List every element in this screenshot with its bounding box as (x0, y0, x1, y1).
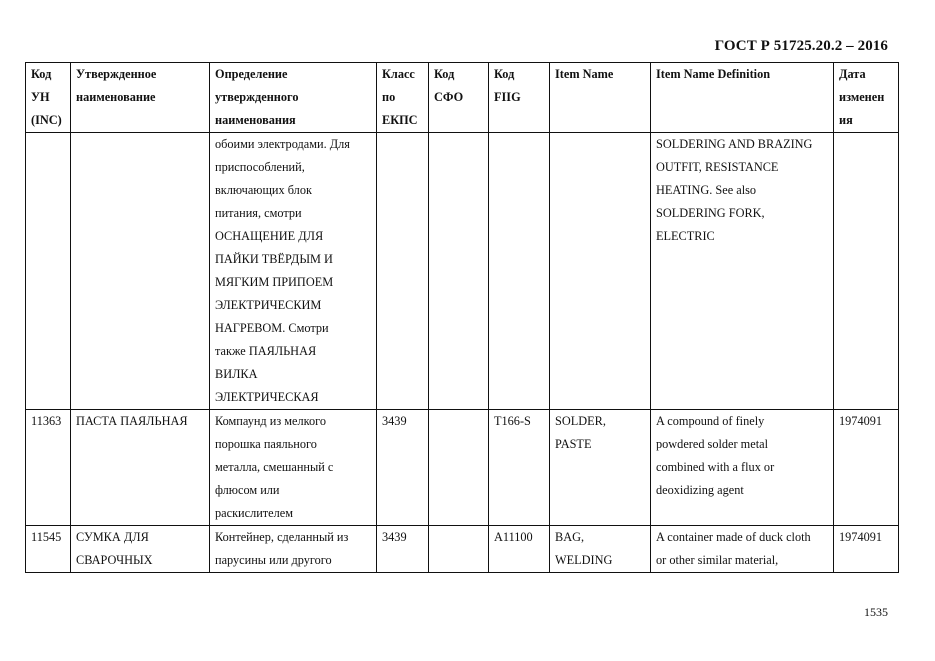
cell-line: также ПАЯЛЬНАЯ (215, 344, 317, 358)
col-header-item-name (550, 63, 651, 133)
cell-line: наименования (215, 113, 296, 127)
cell-line: по (382, 90, 396, 104)
cell-line: deoxidizing agent (656, 483, 744, 497)
cell-line: BAG, (555, 530, 585, 544)
cell-class (377, 410, 429, 526)
cell-line: флюсом или (215, 483, 280, 497)
cell-line: НАГРЕВОМ. Смотри (215, 321, 329, 335)
cell-line: приспособлений, (215, 160, 305, 174)
col-header-inc (26, 63, 71, 133)
cell-line: утвержденного (215, 90, 299, 104)
cell-item-name-definition (651, 526, 834, 573)
cell-inc (26, 133, 71, 410)
cell-line: СУМКА ДЛЯ (76, 530, 149, 544)
cell-change-date (834, 526, 899, 573)
cell-line: FIIG (494, 90, 521, 104)
cell-sfo (429, 526, 489, 573)
catalog-table (25, 62, 899, 573)
cell-change-date (834, 410, 899, 526)
table-header-row (26, 63, 899, 133)
cell-line: or other similar material, (656, 553, 779, 567)
cell-inc (26, 526, 71, 573)
cell-line: ия (839, 113, 853, 127)
cell-line: ЭЛЕКТРИЧЕСКАЯ (215, 390, 319, 404)
cell-line: включающих блок (215, 183, 312, 197)
cell-line: обоими электродами. Для (215, 137, 350, 151)
cell-fiig (489, 410, 550, 526)
cell-line: ОСНАЩЕНИЕ ДЛЯ (215, 229, 324, 243)
cell-line: металла, смешанный с (215, 460, 334, 474)
standard-designation: ГОСТ Р 51725.20.2 – 2016 (714, 38, 888, 54)
cell-line: Код (434, 67, 455, 81)
cell-item-name (550, 133, 651, 410)
cell-line: Класс (382, 67, 415, 81)
col-header-fiig (489, 63, 550, 133)
cell-line: 3439 (382, 530, 407, 544)
col-header-class (377, 63, 429, 133)
cell-line: ПАСТА ПАЯЛЬНАЯ (76, 414, 188, 428)
cell-item-name (550, 410, 651, 526)
cell-line: SOLDERING AND BRAZING (656, 137, 813, 151)
cell-line: A11100 (494, 530, 533, 544)
cell-line: Дата (839, 67, 866, 81)
cell-line: WELDING (555, 553, 613, 567)
col-header-item-name-definition (651, 63, 834, 133)
cell-line: 1974091 (839, 530, 883, 544)
cell-line: PASTE (555, 437, 592, 451)
col-header-change-date (834, 63, 899, 133)
cell-inc (26, 410, 71, 526)
cell-fiig (489, 133, 550, 410)
cell-line: OUTFIT, RESISTANCE (656, 160, 779, 174)
cell-line: ЭЛЕКТРИЧЕСКИМ (215, 298, 322, 312)
cell-item-name-definition (651, 133, 834, 410)
cell-line: HEATING. See also (656, 183, 757, 197)
cell-line: A container made of duck cloth (656, 530, 811, 544)
cell-line: Item Name (555, 67, 614, 81)
cell-line: Код (31, 67, 52, 81)
col-header-approved-name (71, 63, 210, 133)
cell-line: T166-S (494, 414, 531, 428)
cell-definition (210, 133, 377, 410)
cell-sfo (429, 410, 489, 526)
table-row (26, 526, 899, 573)
cell-approved-name (71, 133, 210, 410)
cell-line: СФО (434, 90, 464, 104)
cell-line: Код (494, 67, 515, 81)
cell-line: порошка паяльного (215, 437, 317, 451)
cell-approved-name (71, 526, 210, 573)
col-header-sfo (429, 63, 489, 133)
cell-item-name-definition (651, 410, 834, 526)
cell-line: (INC) (31, 113, 62, 127)
cell-line: ELECTRIC (656, 229, 715, 243)
cell-line: Определение (215, 67, 288, 81)
cell-line: SOLDERING FORK, (656, 206, 765, 220)
cell-line: Item Name Definition (656, 67, 771, 81)
cell-line: наименование (76, 90, 156, 104)
cell-line: combined with a flux or (656, 460, 775, 474)
cell-item-name (550, 526, 651, 573)
cell-line: СВАРОЧНЫХ (76, 553, 153, 567)
cell-line: Компаунд из мелкого (215, 414, 327, 428)
cell-line: раскислителем (215, 506, 294, 520)
cell-line: 11363 (31, 414, 62, 428)
cell-line: ЕКПС (382, 113, 418, 127)
cell-line: ПАЙКИ ТВЁРДЫМ И (215, 252, 333, 266)
cell-fiig (489, 526, 550, 573)
cell-class (377, 133, 429, 410)
cell-sfo (429, 133, 489, 410)
cell-line: 3439 (382, 414, 407, 428)
cell-line: УН (31, 90, 50, 104)
cell-line: парусины или другого (215, 553, 332, 567)
cell-line: SOLDER, (555, 414, 606, 428)
page-number: 1535 (864, 605, 888, 619)
cell-line: powdered solder metal (656, 437, 768, 451)
cell-change-date (834, 133, 899, 410)
table-row (26, 410, 899, 526)
cell-approved-name (71, 410, 210, 526)
cell-line: A compound of finely (656, 414, 765, 428)
cell-class (377, 526, 429, 573)
cell-definition (210, 410, 377, 526)
cell-line: 1974091 (839, 414, 883, 428)
cell-line: 11545 (31, 530, 62, 544)
cell-line: ВИЛКА (215, 367, 258, 381)
cell-line: питания, смотри (215, 206, 302, 220)
table-row (26, 133, 899, 410)
cell-definition (210, 526, 377, 573)
col-header-definition (210, 63, 377, 133)
cell-line: изменен (839, 90, 885, 104)
cell-line: Контейнер, сделанный из (215, 530, 349, 544)
cell-line: Утвержденное (76, 67, 157, 81)
cell-line: МЯГКИМ ПРИПОЕМ (215, 275, 334, 289)
